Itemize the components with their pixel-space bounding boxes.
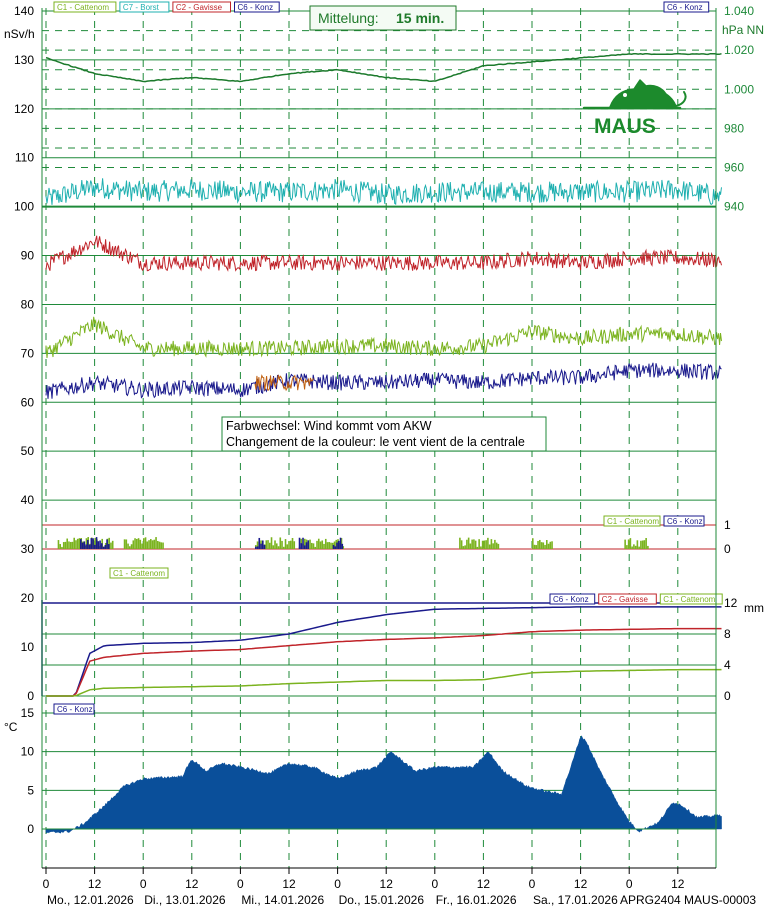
series-line-c1 [46,317,722,358]
wind-bar [87,540,89,549]
series-line-c7 [46,178,722,205]
y-tick-label: 20 [20,591,34,605]
averaging-value: 15 min. [396,10,445,26]
y-tick-label: 140 [13,4,34,18]
y-tick-label: 10 [20,744,34,759]
wind-bar [131,544,133,549]
wind-bar [65,542,67,549]
precip-tick-label: 8 [724,627,731,641]
wind-bar [461,540,463,549]
wind-bar [489,544,491,549]
wind-bar [108,544,110,549]
wind-bar [464,545,466,549]
wind-note-line2: Changement de la couleur: le vent vient de la centrale [226,435,525,449]
wind-bar [85,544,87,549]
wind-bar [103,547,105,549]
y-tick-label: 60 [20,395,34,410]
wind-bar [473,539,475,549]
x-axis [43,868,685,907]
wind-bar [470,544,472,549]
x-tick-label: 12 [87,877,102,891]
temperature-panel [42,736,722,833]
wind-bar [637,540,639,549]
legend-label: C6 - Konz [57,705,93,714]
wind-bar [133,540,135,549]
wind-bar [635,546,637,549]
wind-bar [157,541,159,549]
wind-bar [271,537,273,549]
legend-label: C6 - Konz [237,3,274,12]
wind-bar [644,540,646,549]
wind-bar [63,542,65,549]
wind-bar [82,543,84,549]
wind-bar [491,539,493,549]
wind-bar [336,543,338,549]
maus-logo [584,80,686,138]
wind-bar [328,542,330,549]
wind-bar [633,544,635,549]
wind-bar [313,543,315,549]
y-tick-label: 0 [27,689,34,703]
wind-bar [624,540,626,549]
legend-label: C6 - Konz [553,595,589,604]
y2-axis-unit: hPa NN [722,23,765,37]
wind-bar [647,546,649,549]
wind-bar [459,538,461,549]
wind-bar [327,542,329,549]
wind-bar [631,546,633,549]
y2-tick-label: 960 [724,160,745,175]
wind-bar [288,541,290,549]
wind-bar [281,541,283,549]
wind-bar [309,540,311,549]
wind-bar [126,539,128,549]
wind-bar [99,540,101,549]
wind-bar [141,544,143,549]
wind-bar [471,540,473,549]
wind-bar [642,541,644,549]
wind-bar [548,544,550,549]
wind-tick-label: 0 [724,542,731,556]
wind-bar [492,543,494,549]
wind-bar [58,540,60,549]
wind-bar [70,542,72,549]
wind-bar [494,540,496,549]
wind-bar [318,539,320,549]
wind-bar [537,541,539,549]
precip-tick-label: 0 [724,689,731,703]
x-tick-label: 0 [528,877,536,891]
legend-label: C6 - Konz [667,3,703,12]
x-tick-label: 12 [671,877,685,891]
wind-bar [307,540,309,549]
wind-bar [260,544,262,549]
wind-bar [112,541,114,549]
mouse-icon [584,80,686,108]
wind-bar [541,542,543,549]
wind-bar [333,545,335,549]
x-day-label: Fr., 16.01.2026 [435,893,517,907]
wind-bar [264,545,266,549]
y-tick-label: 80 [20,297,34,312]
wind-bar [59,544,61,549]
wind-bar [542,542,544,549]
averaging-label: Mittelung: [318,10,379,26]
wind-bar [110,543,112,549]
wind-bar [478,539,480,549]
precip-tick-label: 4 [724,658,731,672]
temp-unit: °C [4,720,18,734]
station-id: APRG2404 MAUS-00003 [620,893,757,907]
wind-bar [316,541,318,549]
y-tick-label: 30 [20,542,34,556]
x-tick-label: 0 [139,877,147,891]
x-day-label: Do., 15.01.2026 [338,893,425,907]
wind-bar [549,542,551,549]
y-tick-label: 15 [20,706,34,720]
y-tick-label: 110 [14,150,34,165]
y2-tick-label: 980 [724,121,745,136]
wind-bar [475,541,477,549]
x-tick-label: 12 [573,877,588,891]
wind-bar [487,538,489,549]
wind-tick-label: 1 [724,518,731,532]
wind-bar [274,540,276,549]
wind-bar [265,540,267,549]
wind-bar [68,541,70,549]
wind-bar [325,539,327,549]
wind-bar [278,546,280,549]
wind-bar [300,543,302,549]
wind-bar [145,537,147,549]
wind-bar [80,539,82,549]
y2-tick-label: 1.020 [724,43,755,58]
y-tick-label: 5 [27,783,34,798]
wind-bar [155,537,157,549]
y2-tick-label: 1.000 [724,82,755,97]
wind-bar [485,540,487,549]
wind-bar [92,538,94,549]
x-tick-label: 12 [282,877,296,891]
precip-line-c2 [46,629,722,696]
legend-label: C1 - Cattenom [57,3,110,12]
wind-bar [77,539,79,549]
wind-bar [267,540,269,549]
wind-bar [468,538,470,549]
wind-note [222,417,546,451]
wind-bar [159,542,161,549]
legend-label: C1 - Cattenom [607,517,660,526]
wind-bar [73,538,75,549]
x-tick-label: 0 [625,877,633,891]
wind-bar [341,544,343,549]
wind-bar [304,545,306,549]
wind-bar [89,545,91,549]
wind-bar [262,540,264,549]
wind-bar [466,540,468,549]
legend-label: C2 - Gavisse [175,3,223,12]
wind-bar [532,538,534,549]
wind-bar [638,547,640,549]
x-tick-label: 12 [476,877,491,891]
legend-label: C1 - Cattenom [113,569,166,578]
wind-bar [484,541,486,549]
y-axis-unit: nSv/h [4,27,35,41]
precip-line-c1 [46,670,722,696]
wind-bar [628,539,630,549]
y-tick-label: 70 [20,346,34,361]
wind-bar [482,541,484,549]
precip-tick-label: 12 [724,596,738,610]
wind-bar [630,538,632,549]
wind-bar [276,543,278,549]
wind-bar [154,540,156,549]
y2-tick-label: 940 [724,199,745,214]
wind-bar [321,540,323,549]
x-tick-label: 0 [42,877,50,891]
wind-bar [257,546,259,549]
wind-bar [279,537,281,549]
wind-bar [94,545,96,549]
wind-bar [338,541,340,549]
wind-bar [98,541,100,549]
wind-bar [463,546,465,549]
wind-bar [477,547,479,549]
wind-bar [161,542,163,549]
wind-note-line1: Farbwechsel: Wind kommt vom AKW [226,419,432,433]
x-tick-label: 0 [431,877,439,891]
wind-bar [286,544,288,549]
temperature-area [46,736,722,833]
wind-bar [311,543,313,549]
y2-tick-label: 1.040 [724,4,755,18]
wind-bar [101,543,103,549]
wind-bar [626,545,628,549]
wind-bar [640,541,642,549]
wind-bar [96,537,98,549]
wind-bar [272,545,274,549]
y-tick-label: 120 [13,101,34,116]
x-day-label: Di., 13.01.2026 [144,893,226,907]
wind-bar [84,541,86,549]
legend-label: C2 - Gavisse [601,595,648,604]
x-tick-label: 12 [185,877,199,891]
legend-label: C6 - Konz [667,517,703,526]
x-day-label: Mi., 14.01.2026 [241,893,325,907]
x-day-label: Mo., 12.01.2026 [47,893,134,907]
series-line-pressure [46,54,722,82]
wind-bar [496,543,498,549]
wind-bar [534,545,536,549]
wind-bar [106,539,108,549]
logo-text: MAUS [594,115,656,138]
y-tick-label: 90 [20,248,34,263]
wind-bar [147,541,149,549]
wind-bar [105,545,107,549]
wind-bar [129,546,131,549]
y-tick-label: 100 [13,199,34,214]
wind-bar [143,538,145,549]
wind-bar [269,543,271,549]
y-tick-label: 10 [20,640,34,654]
precip-unit: mm [744,601,764,615]
wind-bar [340,538,342,549]
x-tick-label: 12 [379,877,393,891]
wind-bar [498,544,500,549]
y-tick-label: 0 [27,822,34,836]
series-line-c6 [46,363,722,399]
precipitation-panel [42,600,722,696]
wind-bar [152,540,154,549]
wind-bar [544,545,546,549]
wind-bar [285,539,287,549]
wind-bar [299,538,301,549]
wind-bar [136,539,138,549]
wind-bar [255,547,257,549]
wind-bar [306,542,308,549]
wind-bar [293,541,295,549]
wind-bar [283,547,285,549]
wind-bar [645,538,647,549]
wind-bar [124,539,126,549]
wind-bar [320,541,322,549]
wind-bar [150,539,152,549]
wind-bar [127,544,129,549]
wind-bar [148,540,150,549]
wind-bar [323,544,325,549]
y-tick-label: 40 [20,493,34,508]
wind-bar [551,541,553,549]
wind-bar [138,538,140,549]
wind-bar [134,538,136,549]
legend-label: C1 - Cattenom [663,595,716,604]
wind-bar [72,542,74,549]
wind-bar [61,547,63,549]
wind-bar [75,540,77,549]
wind-bar [292,538,294,549]
precip-line-c6 [46,607,722,696]
x-tick-label: 0 [334,877,341,891]
wind-bar [302,538,304,549]
legend-label: C7 - Borst [122,3,159,12]
wind-bar [480,546,482,549]
wind-bar [539,540,541,549]
wind-bar [66,539,68,549]
wind-bar [162,543,164,549]
wind-bar [91,538,93,549]
x-day-label: Sa., 17.01.2026 [533,893,618,907]
wind-bar [290,541,292,549]
wind-bar [546,540,548,549]
wind-bar [330,543,332,549]
series-line-c2 [46,236,722,271]
y-tick-label: 130 [13,52,34,67]
wind-bar [334,546,336,549]
averaging-badge [310,6,456,30]
wind-bar [140,540,142,549]
wind-bar [79,538,81,549]
wind-bar [314,547,316,549]
x-tick-label: 0 [237,877,244,891]
wind-bar [258,538,260,549]
wind-bar [535,545,537,549]
y-tick-label: 50 [20,444,34,459]
